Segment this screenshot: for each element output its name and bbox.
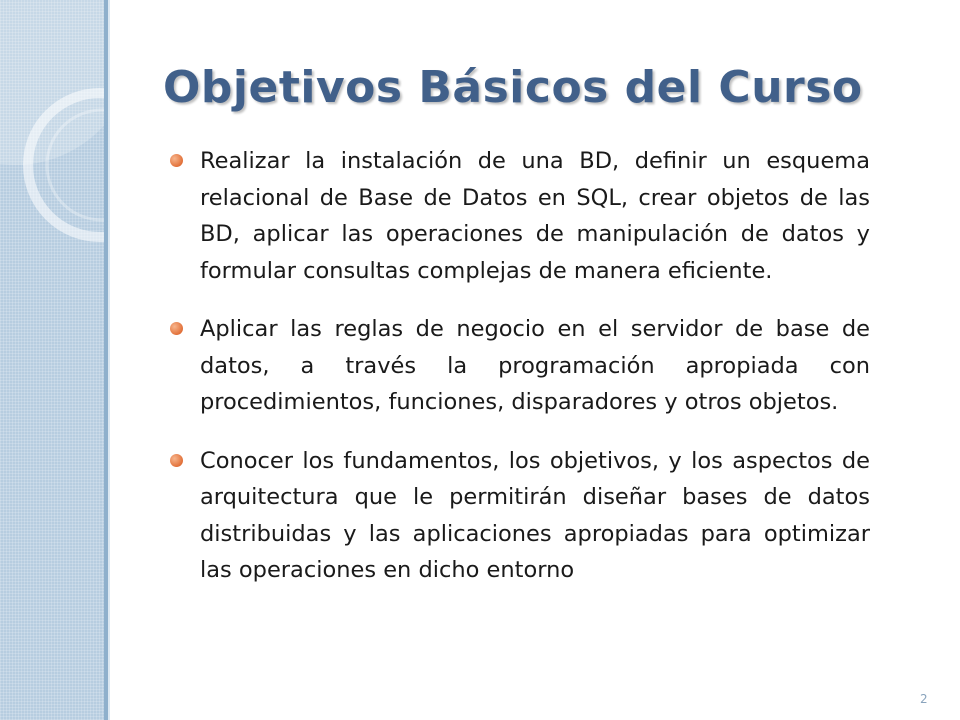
page-number: 2 xyxy=(920,692,928,706)
bullet-icon xyxy=(170,154,183,167)
bullet-list xyxy=(170,143,870,611)
bullet-item xyxy=(170,311,870,421)
bullet-item xyxy=(170,143,870,289)
bullet-item xyxy=(170,443,870,589)
bullet-text: Aplicar las reglas de negocio en el servidor de base de datos, a través la programación apropiada con procedimientos, funciones, disparadores y otros objetos. xyxy=(200,316,870,415)
bullet-text: Realizar la instalación de una BD, definir un esquema relacional de Base de Datos en SQL, crear objetos de las BD, aplicar las operaciones de manipulación de datos y formular consultas complejas de manera eficiente. xyxy=(200,148,870,284)
slide-title: Objetivos Básicos del Curso xyxy=(163,62,863,113)
bullet-icon xyxy=(170,454,183,467)
bullet-icon xyxy=(170,322,183,335)
sidebar-border-highlight xyxy=(108,0,110,720)
decorative-sidebar xyxy=(0,0,104,720)
decorative-circles xyxy=(0,0,104,720)
bullet-text: Conocer los fundamentos, los objetivos, y los aspectos de arquitectura que le permitirán diseñar bases de datos distribuidas y las aplicaciones apropiadas para optimizar las operaciones en dicho entorno xyxy=(200,447,870,583)
